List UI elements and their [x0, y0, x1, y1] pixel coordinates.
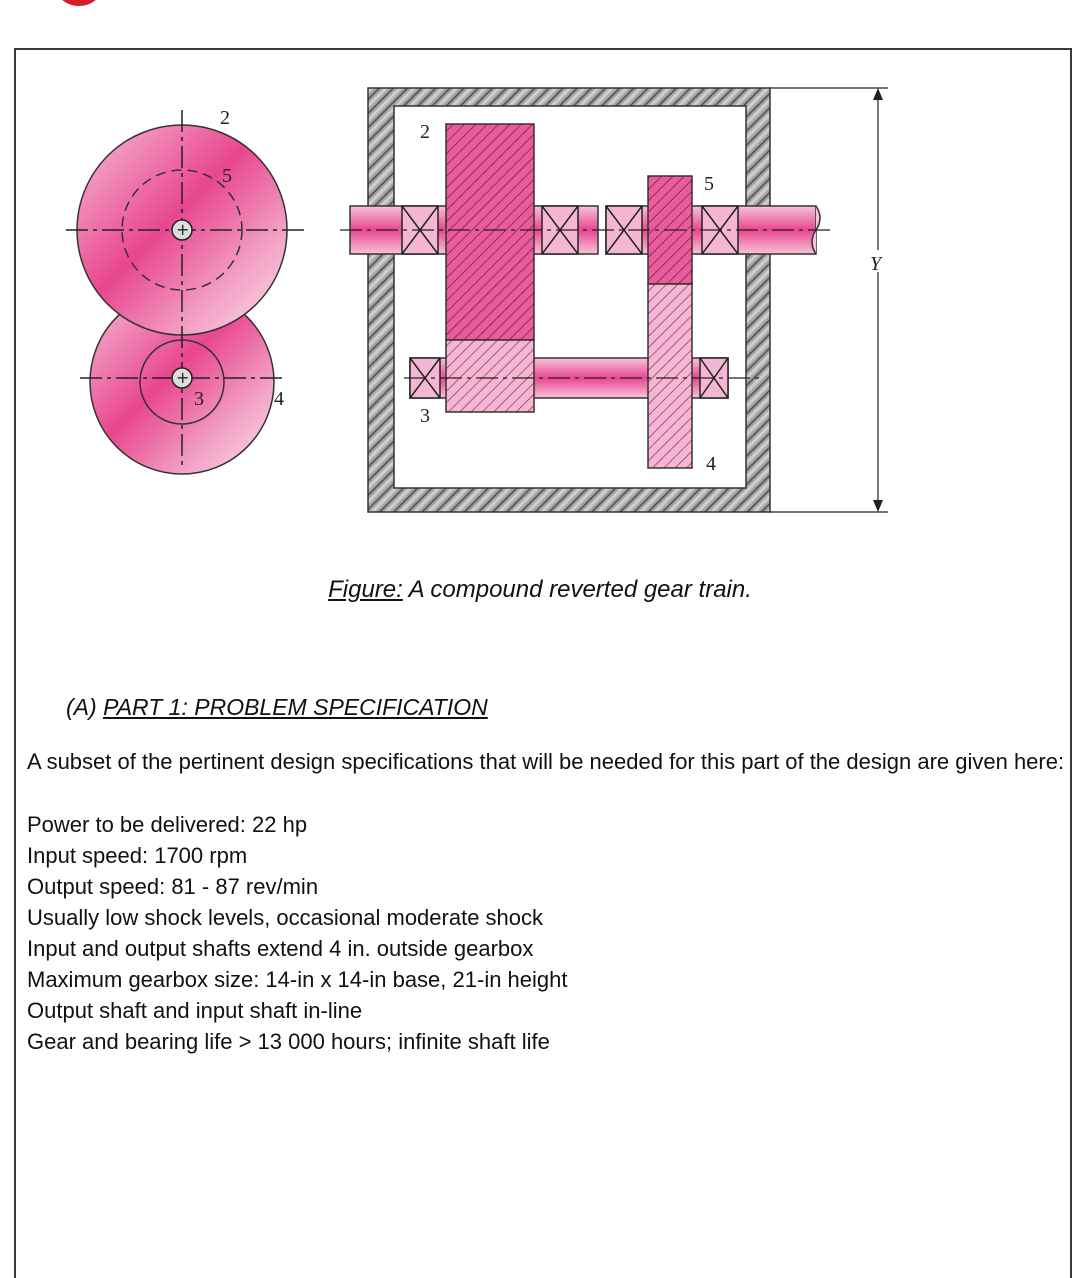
figure-caption-label: Figure: [328, 576, 403, 603]
spec-item: Gear and bearing life > 13 000 hours; infinite shaft life [27, 1029, 550, 1054]
section-heading [66, 694, 488, 721]
spec-item: Output shaft and input shaft in-line [27, 998, 363, 1023]
gear-2 [446, 124, 534, 340]
figure-caption-text: A compound reverted gear train. [402, 576, 752, 603]
spec-item: Power to be delivered: 22 hp [27, 812, 308, 837]
section-label-4: 4 [706, 453, 716, 475]
spec-list [27, 809, 568, 1057]
svg-text:+: + [176, 220, 190, 239]
section-label-2: 2 [420, 121, 430, 143]
spec-item: Input and output shafts extend 4 in. outside gearbox [27, 936, 534, 961]
svg-text:+: + [176, 368, 190, 387]
spec-item: Maximum gearbox size: 14-in x 14-in base, 21-in height [27, 967, 568, 992]
gear-train-figure [0, 0, 1080, 540]
end-view-label-2: 2 [220, 107, 230, 129]
spec-item: Input speed: 1700 rpm [27, 843, 248, 868]
end-view-label-3: 3 [194, 388, 204, 410]
gear-3 [446, 340, 534, 412]
section-view [340, 88, 888, 512]
figure-caption [0, 576, 1080, 604]
section-label-5: 5 [704, 173, 714, 195]
gear-4 [648, 284, 692, 468]
end-view [66, 107, 306, 474]
arrow-down-icon [873, 500, 883, 512]
spec-item: Usually low shock levels, occasional moderate shock [27, 905, 544, 930]
intro-paragraph: A subset of the pertinent design specifications that will be needed for this part of the design are given here: [27, 749, 1065, 774]
end-view-label-5: 5 [222, 165, 232, 187]
section-heading-prefix: (A) [66, 694, 104, 720]
section-heading-title: PART 1: PROBLEM SPECIFICATION [103, 694, 488, 720]
section-label-3: 3 [420, 405, 430, 427]
dimension-label-y: Y [870, 253, 882, 275]
spec-item: Output speed: 81 - 87 rev/min [27, 874, 319, 899]
arrow-up-icon [873, 88, 883, 100]
end-view-label-4: 4 [274, 388, 284, 410]
